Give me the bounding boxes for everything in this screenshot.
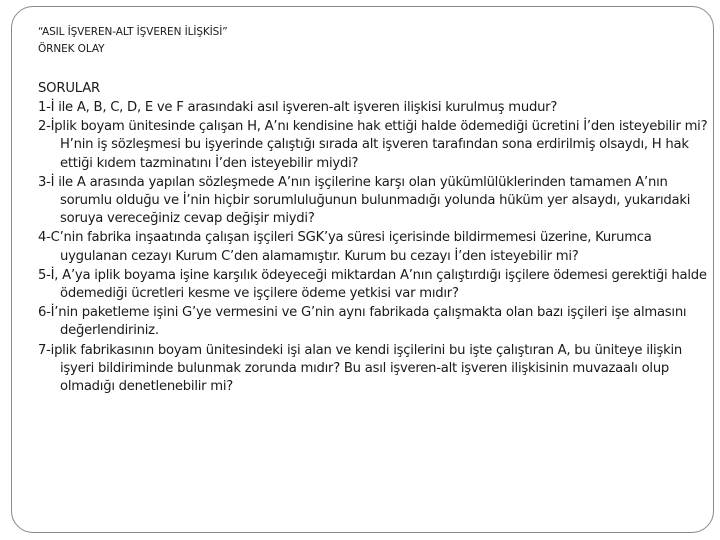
question-5: 5-İ, A’ya iplik boyama işine karşılık ödeyeceği miktardan A’nın çalıştırdığı işçilere ödemesi gerektiği halde ödemediği ücretleri kesme ve işçilere ödeme yetkisi var mıdır? xyxy=(38,267,707,302)
question-7: 7-iplik fabrikasının boyam ünitesindeki işi alan ve kendi işçilerini bu işte çalıştıran A, bu üniteye ilişkin işyeri bildiriminde bulunmak zorunda mıdır? Bu asıl işveren-alt işveren ilişkisinin muvazaalı olup olmadığı denetlenebilir mi? xyxy=(38,342,682,395)
question-6: 6-İ’nin paketleme işini G’ye vermesini ve G’nin aynı fabrikada çalışmakta olan bazı işçileri işe almasını değerlendiriniz. xyxy=(38,305,687,339)
case-title: “ASIL İŞVEREN-ALT İŞVEREN İLİŞKİSİ” xyxy=(38,26,228,38)
section-title: SORULAR xyxy=(38,81,101,96)
questions-section xyxy=(38,79,708,397)
question-2: 2-İplik boyam ünitesinde çalışan H, A’nı kendisine hak ettiği halde ödemediği ücretini İ’den isteyebilir mi? H’nin iş sözleşmesi bu işyerinde çalıştığı sırada alt işveren tarafından sona erdirilmiş olsaydı, H hak ettiği kıdem tazminatını İ’den isteyebilir miydi? xyxy=(38,119,708,171)
question-1: 1-İ ile A, B, C, D, E ve F arasındaki asıl işveren-alt işveren ilişkisi kurulmuş mudur? xyxy=(38,100,558,115)
question-3: 3-İ ile A arasında yapılan sözleşmede A’nın işçilerine karşı olan yükümlülüklerinden tamamen A’nın sorumlu olduğu ve İ’nin hiçbir sorumluluğunun bulunmadığı yolunda hüküm yer alsaydı, yukarıdaki soruya vereceğiniz cevap değişir miydi? xyxy=(38,174,691,227)
slide-header xyxy=(38,24,678,58)
question-4: 4-C’nin fabrika inşaatında çalışan işçileri SGK’ya süresi içerisinde bildirmemesi üzerine, Kurumca uygulanan cezayı Kurum C’den alamamıştır. Kurum bu cezayı İ’den isteyebilir mi? xyxy=(38,230,652,264)
case-subtitle: ÖRNEK OLAY xyxy=(38,43,105,55)
